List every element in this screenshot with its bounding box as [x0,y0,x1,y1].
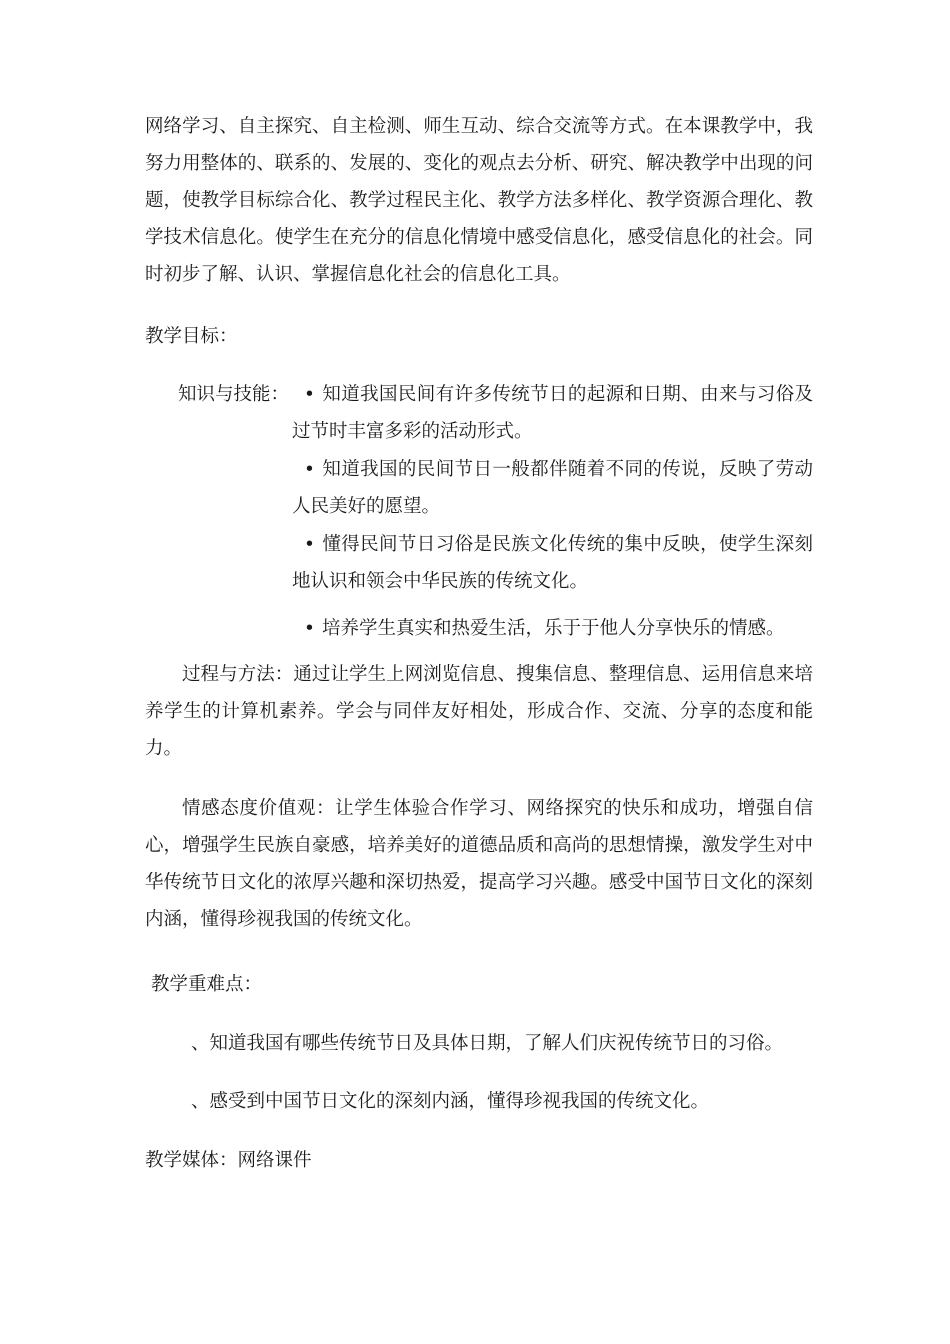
media-line: 教学媒体：网络课件 [145,1150,312,1171]
difficulty-heading: 教学重难点： [151,974,263,995]
knowledge-item-text: 培养学生真实和热爱生活，乐于于他人分享快乐的情感。 [322,618,785,639]
difficulty-item: 、知道我国有哪些传统节日及具体日期，了解人们庆祝传统节日的习俗。 [191,1033,784,1054]
bullet-icon: • [304,384,315,405]
bullet-icon: • [304,459,315,480]
knowledge-item [292,526,813,600]
knowledge-item [292,451,813,525]
knowledge-item [292,376,813,450]
knowledge-item-text: 知道我国民间有许多传统节日的起源和日期、由来与习俗及过节时丰富多彩的活动形式。 [292,384,813,442]
process-method-paragraph: 过程与方法：通过让学生上网浏览信息、搜集信息、整理信息、运用信息来培养学生的计算机素养。学会与同伴友好相处，形成合作、交流、分享的态度和能力。 [145,664,813,759]
knowledge-skills-label: 知识与技能： [178,384,290,405]
knowledge-item-text: 懂得民间节日习俗是民族文化传统的集中反映，使学生深刻地认识和领会中华民族的传统文化。 [292,534,813,592]
knowledge-item [292,610,813,647]
knowledge-item-text: 知道我国的民间节日一般都伴随着不同的传说，反映了劳动人民美好的愿望。 [292,459,813,517]
emotion-values-paragraph: 情感态度价值观：让学生体验合作学习、网络探究的快乐和成功，增强自信心，增强学生民族自豪感，培养美好的道德品质和高尚的思想情操，激发学生对中华传统节日文化的浓厚兴趣和深切热爱，提高学习兴趣。感受中国节日文化的深刻内涵，懂得珍视我国的传统文化。 [145,798,813,930]
difficulty-item: 、感受到中国节日文化的深刻内涵，懂得珍视我国的传统文化。 [191,1091,710,1112]
bullet-icon: • [304,618,315,639]
bullet-icon: • [304,534,315,555]
intro-paragraph: 网络学习、自主探究、自主检测、师生互动、综合交流等方式。在本课教学中，我努力用整体的、联系的、发展的、变化的观点去分析、研究、解决教学中出现的问题，使教学目标综合化、教学过程民主化、教学方法多样化、教学资源合理化、教学技术信息化。使学生在充分的信息化情境中感受信息化，感受信息化的社会。同时初步了解、认识、掌握信息化社会的信息化工具。 [145,116,813,285]
objectives-heading: 教学目标： [145,326,238,347]
